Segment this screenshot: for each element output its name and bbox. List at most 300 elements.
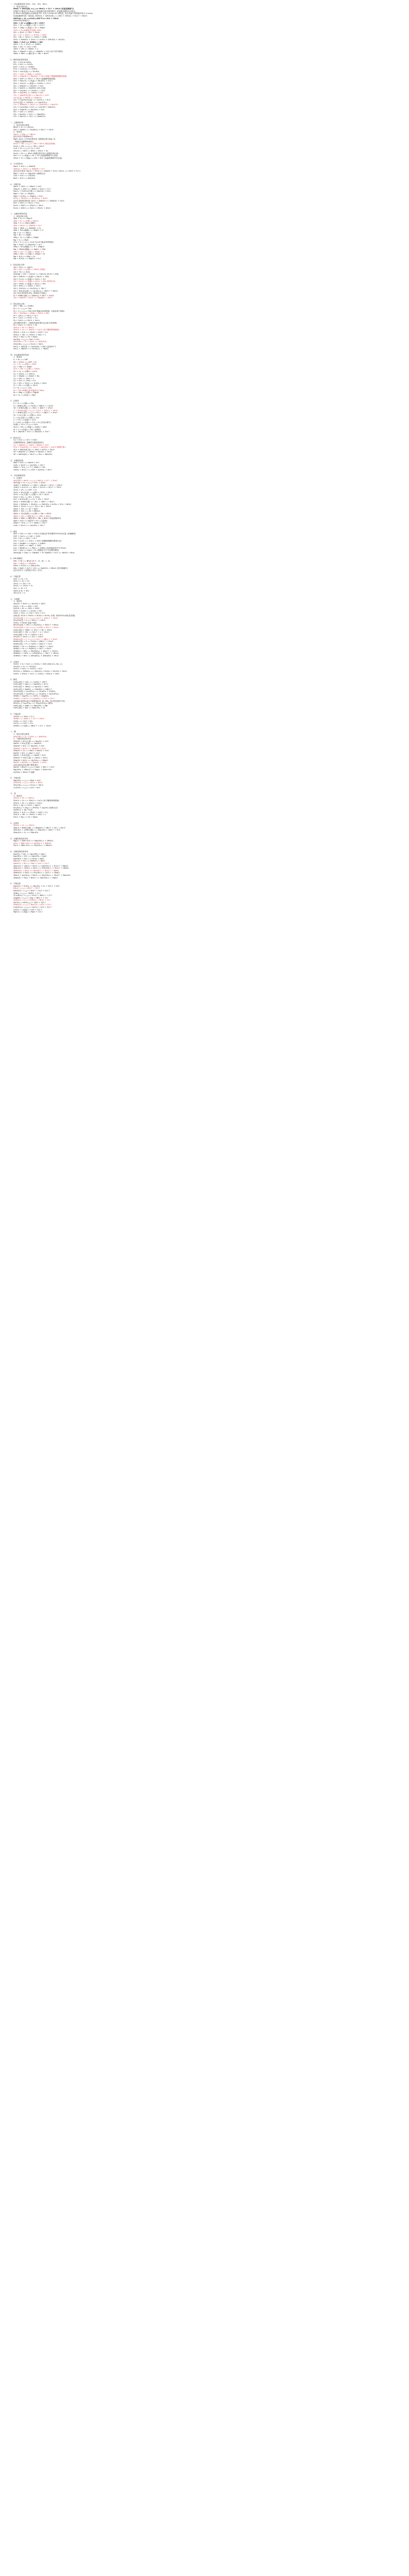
equation-line: Fe₂O₃ + 6HCl == 2FeCl₃ + 3H₂O — [13, 204, 43, 207]
equation-line: SiO₂ + Na₂CO₃ ==高温== Na₂SiO₃ + CO₂↑ — [13, 80, 53, 82]
equation-line: H₂S + H₂SO₄(浓) == S↓ + SO₂ + 2H₂O — [13, 498, 49, 501]
equation-line: NaOH + H₂S(足量) == NaHS + H₂O — [13, 754, 46, 757]
equation-line: SiO₂ + 3C ==高温== SiC + 2CO↑ — [13, 24, 45, 27]
equation-line: 30HNO₃ + 8Fe == 8Fe(NO₃)₃ + 3N₂O↑ + 15H₂O — [13, 650, 58, 652]
equation-line: 2、氧化性 — [13, 131, 22, 133]
equation-line: 2NH₃ ⇌ N₂ + 3H₂ — [13, 589, 29, 592]
equation-line: 2FeCl₃ + Fe == 3FeCl₂ — [13, 797, 35, 800]
section-subheading: 1、低价态的还原性 — [13, 733, 30, 736]
equation-line: 4HF + SiO₂ == SiF₄ + 2H₂O (可测定矿样或钢样中SiO₂的含量, 玻璃雕刻) — [13, 533, 76, 535]
equation-line: Cl₂ + 2NaBr == 2NaCl + Br₂ — [13, 375, 40, 378]
section-heading: 3、歧化反应 — [10, 436, 21, 439]
equation-line: Na₂CO₃ + HCl == NaHCO₃ + NaCl — [13, 860, 45, 862]
equation-line: 一般通过电解制Mg和Al。 — [13, 140, 35, 143]
section-heading: 2、酸性氧化物的性质 — [10, 59, 28, 61]
section-subheading: 1、氧化性 — [13, 794, 22, 797]
equation-line: NaOH + HCl == NaCl + H₂O — [13, 752, 40, 754]
equation-line: SO₂ + NaOH == NaHSO₃ (SO₂过量) — [13, 87, 46, 90]
equation-line: SiO₂ + CaCO₃ ==高温== CaSiO₃ + CO₂↑ — [13, 82, 52, 84]
equation-line: 5HNO₃(浓) + P == H₃PO₄ + 5NO₂↑ + H₂O — [13, 643, 52, 646]
equation-line: 2Mg + SiO₂ ==点燃== 2MgO + Si — [13, 253, 45, 256]
equation-line: F₂ + H₂ == 2HF — [13, 358, 28, 361]
section-spacer — [10, 299, 392, 303]
equation-line: S + H₂ ==△== H₂S — [13, 387, 32, 389]
equation-line: 2Mg + TiCl₄(熔融) == Ti + 2MgCl₂ — [13, 246, 45, 248]
equation-line: 3NaHCO₃ + FeCl₃ == Fe(OH)₃↓ + 3CO₂↑ + 3NaCl — [13, 872, 60, 874]
section-heading: 4、与酸性物质的作用 — [10, 851, 28, 853]
equation-line: SiO₂ + 2NaOH == Na₂SiO₃ + H₂O (常温下强碱缓慢腐蚀玻璃) — [13, 75, 67, 78]
section-spacer — [10, 595, 392, 598]
equation-line: CaH₂ + 2H₂O == Ca(OH)₂ + 2H₂↑ — [13, 464, 45, 466]
equation-line: 2Al + 2NaOH + 2H₂O == 2NaAlO₂ + 3H₂↑ — [13, 297, 53, 299]
equation-line: Fe₂O₃ + 3H₂ ==△== 2Fe + 3H₂O (制还原铁粉) — [13, 143, 56, 145]
equation-line: 2NH₃ + 3Cl₂ == N₂ + 6HCl — [13, 507, 38, 510]
equation-line: 2NH₃ + H₂SO₄ == (NH₄)₂SO₄ — [13, 565, 40, 567]
equation-line: H₂S + 2AgNO₃ == Ag₂S↓ + 2HNO₃ — [13, 542, 46, 545]
equation-line: H₂SO₃ + 2FeCl₃ + H₂O == H₂SO₄ + 2FeCl₂ + 2HCl — [13, 672, 59, 675]
equation-line: 2Al + Fe₂O₃ ==高温== Al₂O₃ + 2Fe (铝热反应) — [13, 280, 56, 283]
equation-line: 2Na + 2NH₃ == 2NaNH₂ + H₂ — [13, 227, 41, 229]
equation-line: Mg + Br₂ == MgBr₂ — [13, 234, 32, 236]
equation-line: 2H₂S + O₂(少量) ==点燃== 2S + 2H₂O — [13, 494, 49, 496]
equation-line: 2NaOH + SiO₂ == Na₂SiO₃ + H₂O — [13, 745, 45, 748]
equation-line: SO₂ + CaO == CaSO₃ — [13, 111, 34, 113]
equation-line: S + 6HNO₃(浓) == H₂SO₄ + 6NO₂↑ + 2H₂O — [13, 404, 54, 407]
equation-line: 2KClO₃ ==MnO₂,△== 2KCl + 3O₂↑ — [13, 901, 46, 904]
equation-line: SO₃ + H₂O == H₂SO₄ — [13, 63, 33, 66]
section-heading: 五、金属氢化物 — [10, 459, 24, 462]
section-spacer — [10, 55, 392, 59]
equation-line: 4NH₃ + 6NO ==催化剂== 5N₂ + 6H₂O (用氨清除NO) — [13, 517, 61, 520]
equation-line: Fe + SnCl₄ == FeCl₂ + SnCl₂ — [13, 319, 40, 322]
section-heading: 二、金属氧化物 — [10, 121, 24, 124]
equation-line: H₂SO₄(浓) + 2NaCl == Na₂SO₄ + 2HCl — [13, 685, 49, 688]
equation-line: SiO₂ + 2C ==高温== Si + 2CO↑ — [13, 22, 45, 24]
equation-line: SiO₂ + 2NaOH == Na₂SiO₃ + H₂O — [13, 108, 45, 111]
equation-line: 2NaOH + Al₂O₃ == 2NaAlO₂ + H₂O — [13, 747, 46, 750]
equation-line: 2F₂ + 2H₂O == 4HF + O₂ — [13, 361, 37, 363]
equation-line: NaOH + SO₂(足量) == NaHSO₃ — [13, 742, 42, 745]
equation-line: 30HNO₃ + 8Fe == 8Fe(NO₃)₃ + 3NH₄NO₃ + 9H₂O — [13, 655, 59, 657]
equation-line: FeCl₃ + 3NaOH == Fe(OH)₃↓ + 3NaCl — [13, 348, 49, 350]
equation-line: Fe₂(SO₄)₃ + 2Ag == 2FeSO₄ + Ag₂SO₄ (较难反应) — [13, 806, 58, 809]
equation-line: 3HClO + HI == HIO₃ + 3HCl — [13, 607, 40, 610]
equation-line: (Al, Fe在冷的浓H₂SO₄, 浓HNO₃中钝化) — [13, 292, 47, 295]
equation-line: Cl₂ + H₂O == HCl + HClO — [13, 439, 38, 442]
equation-line: CuO + H₂ ==△== Cu + H₂O — [13, 147, 40, 150]
equation-line: P₂O₅ + H₂O(冷) == 2HPO₃ — [13, 68, 38, 71]
equation-line: SO₂ + Ca(OH)₂ == CaSO₃↓ + H₂O — [13, 89, 45, 92]
equation-line: (此反应用于工业制备小苏打, 苏打) — [13, 569, 42, 572]
equation-line: 2Al + 6HCl == 2AlCl₃ + 3H₂↑ — [13, 285, 41, 287]
equation-line: 2Na + O₂ ==点燃== Na₂O₂ — [13, 219, 39, 222]
equation-line: NO₂ + SO₂ == SO₃ + NO — [13, 45, 37, 48]
equation-line: 14HCl + K₂Cr₂O₇ == 2KCl + 2CrCl₃ + 3Cl₂↑ + 7H₂O — [13, 486, 61, 489]
section-spacer — [10, 260, 392, 264]
equation-line: SO₂ + Na₂SO₃ + H₂O == 2NaHSO₃ — [13, 113, 45, 115]
equation-line: H₂SO₄(稀) + Fe == FeSO₄ + H₂↑ — [13, 633, 43, 636]
equation-line: 4Al + 3O₂ ==点燃== 2Al₂O₃ (纯氧) — [13, 268, 45, 271]
equation-line: CaCO₃ ==高温== CaO + CO₂↑ — [13, 908, 42, 911]
equation-line: NO₂ + 2NaOH + NO == 2NaNO₂ + H₂O (用于尾气吸收) — [13, 50, 63, 53]
equation-line: 2FeO + Si ==高温== 2Fe + SiO₂ (高温炼钢调节Si含量) — [13, 157, 62, 159]
equation-line: S + O₂ ==点燃== SO₂ — [13, 402, 34, 405]
equation-line: 2FeCl₂ + Cl₂ == 2FeCl₃ — [13, 824, 35, 827]
equation-line: NaH + H₂O == NaOH + H₂↑ (生氢剂) — [13, 519, 47, 522]
section-heading: 4、与酸作用 — [10, 183, 21, 185]
equation-line: 2HClO == 2HCl + O₂↑ — [13, 715, 35, 718]
equation-line: 2Na + 2H₂O == 2NaOH + H₂↑ — [13, 225, 42, 227]
equation-line: N₂ + 3Mg ==点燃== Mg₃N₂ — [13, 392, 39, 394]
equation-line: LiAlH₄ + 4H₂O == LiOH + Al(OH)₃ + 4H₂↑ — [13, 468, 53, 471]
equation-line: P₂O₅ + 3H₂O(热) == 2H₃PO₄ — [13, 71, 40, 73]
equation-line: Si + C ==高温== SiC (金刚砂) — [13, 428, 41, 431]
equation-line: MgO, Al₂O₃ 几乎没有氧化性, 很难被还原为Mg, Al — [13, 138, 55, 141]
equation-line: 4HNO₃ ==光照== 4NO₂↑ + O₂↑ + 2H₂O — [13, 724, 51, 727]
equation-line: Fe + S ==△== FeS (FeS 既能由单质制备, 又能由离子制备) — [13, 310, 65, 312]
equation-line: 6FeO + O₂ == 2Fe₃O₄ — [13, 126, 34, 129]
equation-line: NaOH + NH₄Cl ==△== NaCl + NH₃↑ + H₂O — [13, 766, 54, 769]
section-spacer — [10, 159, 392, 163]
equation-line: Ca(HCO₃)₂ ==△== CaCO₃ + H₂O + CO₂↑ — [13, 906, 52, 909]
equation-line: 6HNO₃(浓) + S == H₂SO₄ + 6NO₂↑ + 2H₂O — [13, 640, 54, 643]
equation-line: 2Na₂O₂ + 4HCl == 4NaCl + 2H₂O + O₂↑ — [13, 188, 51, 190]
section-heading: 一、非金属氧化物 (SiO₂、SO₂、SO₃、NO₂) — [10, 3, 47, 5]
section-heading: 4、不稳定性 — [10, 575, 21, 578]
equation-line: H₂SO₃ + H₂O₂ == H₂SO₄ + H₂O — [13, 668, 42, 670]
equation-line: HClO₃ + HI == HIO₃ + HCl — [13, 605, 38, 607]
section-heading: 3、与碱性物质的作用 — [10, 837, 28, 840]
section-heading: 2、铝及其化合物 — [10, 263, 25, 266]
equation-line: 2HNO₃ + CaCO₃ == Ca(NO₃)₂ + H₂O + CO₂↑ — [13, 697, 55, 700]
equation-line: H₂S == H₂ + S — [13, 587, 27, 589]
equation-line: O₂ + 2H₂ ==点燃== 2H₂O — [13, 384, 38, 387]
equation-line: 4Na + TiCl₄(熔融) == 4NaCl + Ti — [13, 229, 43, 232]
equation-line: 3NO₂ + H₂O == 2HNO₃ + NO — [13, 41, 43, 43]
equation-line: 2KMnO₄ ==△== K₂MnO₄ + MnO₂ + O₂↑ — [13, 899, 51, 902]
equation-line: MgO + H₂O == Mg(OH)₂ (缓慢反应) — [13, 172, 46, 175]
equation-line: 2NaOH + SO₂(少量) == Na₂SO₃ + H₂O — [13, 740, 49, 742]
section-heading: 3、不稳定性 — [10, 777, 21, 779]
equation-line: HClO + H₂SO₃ == H₂SO₄ + HCl — [13, 609, 42, 612]
equation-line: C + 4HNO₃(浓) ==△== CO₂↑ + 4NO₂↑ + 2H₂O — [13, 412, 58, 414]
equation-line: MgCO₃ ==高温== MgO + CO₂↑ — [13, 911, 43, 913]
equation-line: Fe + 2HCl == FeCl₂ + H₂↑ — [13, 314, 38, 317]
equation-line: 4HClO₃ + 3H₂S == 3H₂SO₄ + 4HCl — [13, 602, 45, 605]
equation-line: N₂ + 3H₂ ⇌(催化剂,高温高压) 2NH₃ — [13, 389, 44, 392]
equation-line: H₂S + HgCl₂ == HgS↓ + 2HCl — [13, 545, 42, 547]
equation-line: 用 MnO₂ 和浓盐酸反应制取氯气时, 若有 0.2mol HCl 被氧化, 则生成氯气的物质的量为 0.1mol。 — [13, 12, 94, 15]
equation-line: 2HF == H₂ + F₂ — [13, 578, 28, 580]
equation-line: Cl₂ + 2FeCl₂ == 2FeCl₃ — [13, 372, 35, 375]
equation-line: Al₂O₃ + 3H₂SO₄ == Al₂(SO₄)₃ + 3H₂O — [13, 197, 47, 200]
section-subheading: 1、低价态的还原性 — [13, 124, 30, 126]
section-spacer — [10, 819, 392, 822]
equation-line: 4NaH + TiCl₄ == Ti + 4NaCl + 2H₂↑ — [13, 522, 47, 524]
equation-line: Cl₂ + 2Na == 2NaCl — [13, 365, 32, 368]
equation-line: H₂S + Fe == FeS↓ + H₂↑ — [13, 537, 37, 540]
equation-line: 3NaAlO₂ + AlCl₃ + 6H₂O == 4Al(OH)₃↓ + 3NaCl — [13, 876, 58, 879]
equation-line: Cl₂ + 2KI == 2KCl + I₂ — [13, 377, 35, 380]
equation-line: Fe + CuCl₂ == FeCl₂ + Cu — [13, 317, 38, 319]
equation-line: 2Cu + S ==△== Cu₂S (Cu₂S只能由单质制备) — [13, 241, 54, 244]
equation-line: 3Cl₂ + 2Fe ==点燃== 2FeCl₃ — [13, 368, 40, 370]
equation-line: NaOH + Al(OH)₃ == NaAlO₂ + 2H₂O — [13, 761, 47, 764]
equation-line: H₂SO₄(浓) + NaCl == NaHSO₄ + HCl↑ — [13, 683, 48, 686]
equation-line: 3NaOH + AlCl₃ == Al(OH)₃↓ + 3NaCl — [13, 759, 48, 761]
section-spacer — [10, 709, 392, 713]
equation-line: Fe + SnCl₂ == FeCl₂ + Sn — [13, 324, 38, 327]
equation-line: NH₄Cl ==△== NH₃↑ + HCl↑ — [13, 887, 40, 890]
equation-line: 2FeCl₃ + 2KI == 2FeCl₂ + 2KCl + I₂ — [13, 814, 46, 816]
equation-line: H₃PO₄(浓) + NaI == NaH₂PO₄ + HI — [13, 707, 45, 709]
equation-line: 3H₂SO₄(浓) + Ca₃(PO₄)₂ == 3CaSO₄ + 2H₃PO₄ — [13, 690, 56, 693]
equation-line: 2Cl₂ + 2Ca(OH)₂ == CaCl₂ + Ca(ClO)₂ + 2H₂O (制漂白粉) — [13, 446, 66, 449]
equation-line: 4HCl(g) + O₂ ==CuCl₂,450℃== 2Cl₂ + 2H₂O — [13, 17, 59, 20]
equation-line: Mg + H₂SO₄ == MgSO₄ + H₂↑ — [13, 258, 42, 260]
equation-line: 2NH₃(液) + 2Na == 2NaNH₂ + H₂ (NaNH₂ + H₂O == NaOH + NH₃) — [13, 551, 75, 554]
equation-line: 2H₂SO₃ + O₂ == 2H₂SO₄ — [13, 665, 36, 668]
equation-line: MgO + SO₃ == MgSO₄ — [13, 192, 35, 195]
equation-line: H₂SO₄ + Fe(Al) 室温下钝化 — [13, 621, 37, 624]
section-spacer — [10, 209, 392, 213]
section-heading: 4、不稳定性 — [10, 713, 21, 715]
equation-line: C + H₂O ==高温== CO + H₂ (生成水煤气) — [13, 421, 51, 423]
equation-line: CO₂ + 2NaAlO₂ + 3H₂O == 2Al(OH)₃↓ + Na₂CO₃ — [13, 104, 58, 106]
equation-line: 5SO₂ + 2KMnO₄ + 2H₂O == K₂SO₄ + 2MnSO₄ + 2H₂SO₄ — [13, 38, 65, 41]
equation-line: FeO + C ==高温== Fe + CO (高温炼钢调节C含量) — [13, 155, 58, 157]
equation-line: 2Al(OH)₃ ==△== Al₂O₃ + 3H₂O — [13, 782, 43, 784]
equation-line: 2H₂O₂ == 2H₂O + O₂ — [13, 585, 33, 587]
equation-line: C + 2H₂SO₄(浓) ==△== CO₂↑ + 2SO₂↑ + 2H₂O — [13, 409, 58, 412]
equation-line: Mg + 2RbCl(熔融) == MgCl₂ + 2Rb — [13, 248, 46, 250]
equation-line: 2H₂S + 3O₂(足量) ==点燃== 2SO₂ + 2H₂O — [13, 491, 53, 494]
equation-line: 软锰矿(主要成分为 MnO₂)与浓盐酸共热可制得氯气, 若盐酸变稀则反应停止。 — [13, 10, 77, 12]
equation-line: Si(粗) + 2Cl₂ ==△== SiCl₄ — [13, 423, 38, 426]
section-heading: 3、铁及其化合物 — [10, 302, 25, 305]
equation-line: 2H₂SO₃ + 2H₂S == 3S↓ + 2H₂O — [13, 636, 43, 638]
equation-line: 2NaOH + H₂S(少量) == Na₂S + 2H₂O — [13, 757, 47, 759]
equation-line: 8NH₃ + 3Cl₂ == N₂ + 6NH₄Cl — [13, 510, 41, 513]
equation-line: 2KNO₃ ==△== 2KNO₂ + O₂↑ — [13, 892, 41, 894]
equation-line: 4Na + O₂ == 2Na₂O — [13, 217, 32, 220]
equation-line: Al(OH)₃ + NH₄Cl 不溶解 — [13, 771, 35, 773]
equation-line: 6H₂SO₄(浓) + 2Fe == Fe₂(SO₄)₃ + 3SO₂↑ + 6H₂O — [13, 624, 59, 626]
equation-line: MnO₂ + 4HCl(浓) ==△== MnCl₂ + Cl₂↑ + 2H₂O (实验室制氯气) — [13, 8, 74, 10]
equation-line: CaH₂ + 2H₂O == Ca(OH)₂ + 2H₂↑ — [13, 524, 45, 527]
equation-line: 3H₂S + 2HNO₃(稀) == 3S↓ + 2NO↑ + 4H₂O — [13, 501, 54, 503]
equation-line: Na₂O₂ + 2Na == 2Na₂O — [13, 133, 36, 135]
section-spacer — [10, 456, 392, 460]
equation-line: SiO₂ + 2Mg ==高温== Si + 2MgO — [13, 26, 45, 29]
equation-line: NaHCO₃ + HCl == NaCl + H₂O + CO₂↑ — [13, 862, 50, 865]
equation-line: Na₂O + H₂O == 2NaOH — [13, 165, 36, 167]
equation-line: C + O₂(足量) ==点燃== CO₂ — [13, 416, 40, 419]
equation-line: 2FeCl₃ + Zn == 2FeCl₂ + ZnCl₂ — [13, 802, 42, 804]
equation-line: C + CO₂ ==高温== 2CO — [13, 419, 36, 421]
equation-line: 16HCl + 2KMnO₄ == 2KCl + 2MnCl₂ + 5Cl₂↑ + 8H₂O — [13, 484, 62, 486]
equation-line: CO₂ + 2NaOH(过量) == Na₂CO₃ + H₂O — [13, 94, 49, 96]
section-subheading: 1、钠及其化合物 — [13, 215, 28, 217]
equation-line: 2CO₂(过量) + Ca(OH)₂ == Ca(HCO₃)₂ — [13, 101, 47, 104]
equation-line: SiO₂ + CaO ==高温== CaSiO₃ — [13, 73, 42, 75]
equation-line: Na₂S₂O₃ + H₂SO₄ == Na₂SO₄ + S↓ + SO₂↑ + H₂O — [13, 885, 60, 887]
equation-line: (AlCl₃和Al(OH)₃哪个酸性强?) — [13, 764, 38, 766]
section-spacer — [10, 527, 392, 531]
section-subheading: 1、氧化性 — [13, 600, 22, 603]
equation-line: BaO + H₂O == Ba(OH)₂ — [13, 177, 36, 179]
equation-line: NH₃ + HNO₃ == NH₄NO₃ — [13, 562, 36, 565]
equation-line: 3S + 6NaOH == 2Na₂S + Na₂SO₃ + 3H₂O — [13, 451, 52, 453]
equation-line: FeO + 4HNO₃ == Fe(NO₃)₃ + NO₂↑ + 2H₂O — [13, 128, 54, 131]
equation-line: 4H₃PO₄ + Ca₃(PO₄)₂ == 3Ca(H₂PO₄)₂ (重钙) — [13, 702, 53, 705]
equation-line: SO₃ + Ca(OH)₂ == CaSO₄ + H₂O — [13, 92, 44, 94]
equation-line: 2Cu(NO₃)₂ ==△== 2CuO + 4NO₂↑ + O₂↑ — [13, 894, 53, 897]
equation-line: 2、与酸性物质的作用 — [13, 738, 31, 740]
equation-line: 2FeCl₃ + Cu == 2FeCl₂ + CuCl₂ (用于雕刻铜线路版) — [13, 329, 59, 331]
equation-line: H₂SO₄(浓) + NaNO₃ == NaHSO₄ + HNO₃↑ — [13, 688, 52, 690]
equation-line: SO₂ + 2NaOH == Na₂SO₃ + H₂O — [13, 84, 44, 87]
equation-line: 2NO₂ + 2KI == 2KNO₂ + I₂ — [13, 48, 38, 50]
section-heading: 2、还原性 — [10, 400, 19, 402]
equation-line: 2HI ⇌ H₂ + I₂ — [13, 592, 26, 595]
equation-line: 3Na₂S + Al₂(SO₄)₃ + 6H₂O == 2Al(OH)₃↓ + 3H₂S↑ + 3Na₂SO₄ — [13, 874, 71, 876]
equation-line: 4Al(Hg) + 3O₂ + 2xH₂O == 2(Al₂O₃·xH₂O) + 4Hg — [13, 273, 59, 276]
equation-line: MgO + H₂SO₄ == MgSO₄ + H₂O — [13, 195, 43, 197]
equation-line: H₂SO₄(浓) + CaF₂ == CaSO₄ + 2HF↑ — [13, 681, 47, 683]
section-heading: 2、还原性 — [10, 660, 19, 663]
equation-line: N₂O₅ + H₂O == 2HNO₃ — [13, 65, 35, 68]
equation-line: 2Al + Cr₂O₃ ==高温== Al₂O₃ + 2Cr — [13, 278, 46, 280]
equation-line: Na₂O₂ + H₂SO₄(冷,稀) == Na₂SO₄ + H₂O₂ — [13, 190, 51, 193]
equation-line: 2Fe + 3Br₂ == 2FeBr₃ — [13, 305, 34, 308]
equation-line: FeCl₃ + Ag == FeCl₂ + AgCl↓ — [13, 804, 41, 807]
section-spacer — [10, 773, 392, 777]
equation-line: AlCl₃ + 3NH₃·H₂O == Al(OH)₃↓ + 3NH₄Cl — [13, 842, 52, 844]
equation-line: SO₂ + 2H₂S == 3S↓ + 2H₂O — [13, 31, 40, 34]
section-heading: 3、NH₃的碱性 — [10, 557, 23, 560]
equation-line: SiCl₄ + 2H₂ ==高温== Si(纯) + 4HCl — [13, 426, 47, 428]
section-spacer — [10, 834, 392, 838]
equation-line: Mg + 2H₂O == Mg(OH)₂ + H₂↑ — [13, 243, 42, 246]
equation-line: FeCl₃ + 3KSCN == Fe(SCN)₃ + 3KCl (检验Fe³⁺) — [13, 345, 56, 348]
equation-line: 2H₂SO₄(浓) + S == 3SO₂↑ + 2H₂O — [13, 619, 45, 622]
equation-line: Fe(OH)₂ ==△== FeO + H₂O — [13, 338, 40, 341]
equation-line: Mg(OH)₂ + 2NH₄Cl == MgCl₂ + 2NH₃·H₂O — [13, 768, 52, 771]
equation-line: CO₂(过量) + NaOH == NaHCO₃ — [13, 96, 42, 99]
equation-line: 4NaH + TiCl₄ == Ti + 4NaCl + 2H₂ — [13, 466, 46, 469]
equation-line: SO₂ + Br₂ + 2H₂O == H₂SO₄ + 2HBr — [13, 36, 47, 39]
equation-line: H₂CO₃ == H₂O + CO₂ — [13, 722, 34, 725]
equation-line: Na₂O + 2HCl == 2NaCl + H₂O — [13, 185, 42, 188]
equation-line: Mg(OH)₂ ==△== MgO + H₂O — [13, 779, 41, 782]
equation-line: 4HNO₃ + Fe == Fe(NO₃)₃ + NO↑ + 2H₂O — [13, 648, 52, 650]
equation-line: Fe + I₂ ==△== FeI₂ — [13, 308, 32, 310]
equation-line: 2H₂O == 2H₂ + O₂ — [13, 582, 31, 585]
equation-line: 3Na₂CO₃ + 2FeCl₃ + 3H₂O == 2Fe(OH)₃↓ + 3CO₂↑ + 6NaCl — [13, 867, 69, 870]
equation-line: NH₄HCO₃ ==△== NH₃↑ + H₂O + CO₂↑ — [13, 889, 50, 892]
equation-line: Fe₃O₄ + 4H₂ ==△== 3Fe + 4H₂O — [13, 145, 44, 147]
equation-line: 2Al + 3H₂SO₄ == Al₂(SO₄)₃ + 3H₂↑ — [13, 287, 46, 290]
equation-line: 2H₂S + SO₂ == 3S↓ + 2H₂O — [13, 496, 40, 498]
equation-line: 4NH₃ + 3O₂(纯氧) ==点燃== 2N₂ + 6H₂O — [13, 512, 52, 515]
equation-line: SO₂ + H₂O ⇌ H₂SO₃ — [13, 61, 31, 63]
equation-line: 2H₂O + 2F₂ == 4HF + O₂ — [13, 489, 37, 492]
equation-line: 2Al + 3Cl₂ == 2AlCl₃ — [13, 266, 33, 268]
section-spacer — [10, 350, 392, 354]
equation-line: (氧化性: HClO > HClO₂ > HClO₃ > HClO₄, 但浓, 热的HClO₄氧化性很强) — [13, 614, 75, 617]
equation-line: Cl₂ + H₂S == 2HCl + S↓ — [13, 380, 37, 382]
equation-line: 2AgNO₃ ==△== 2Ag + 2NO₂↑ + O₂↑ — [13, 896, 49, 899]
equation-line: 2Fe(OH)₃ ==△== Fe₂O₃ + 3H₂O — [13, 784, 43, 786]
equation-line: H₂SO₃ == H₂O + SO₂ — [13, 720, 33, 722]
equation-line: NaH + H₂O == NaOH + H₂↑ — [13, 462, 40, 464]
equation-line: 2Al + 6H₂SO₄(浓) == Al₂(SO₄)₃ + 3SO₂↑ + 6H₂O — [13, 290, 58, 292]
equation-line: 2NaOH + Cl₂ == NaCl + NaClO + H₂O — [13, 750, 49, 752]
equation-line: H₂S + CuCl₂ == CuS↓ + 2HCl (弱酸制强酸的典型反应) — [13, 539, 62, 542]
equation-line: 2FeCl₃ + Fe == 3FeCl₂ — [13, 326, 35, 329]
section-spacer — [10, 396, 392, 400]
equation-line: Mg + Cl₂ == MgCl₂ — [13, 231, 31, 234]
equation-line: Fe(NO₃)₃ + Ag 不反应 — [13, 809, 33, 811]
equation-line: Fe₃O₄ + 8HCl == FeCl₂ + 2FeCl₃ + 4H₂O — [13, 207, 51, 209]
equation-line: 2NaHCO₃ ==△== Na₂CO₃ + H₂O + CO₂↑ — [13, 904, 52, 906]
equation-line: 4Al + 3MnO₂ ==高温== 2Al₂O₃ + 3Mn — [13, 275, 49, 278]
equation-line: 2Na₂O₂ + 2H₂O == 4NaOH + O₂↑ — [13, 167, 45, 170]
section-heading: 四、非金属单质的性质 — [10, 353, 29, 356]
equation-line: H₂S + 2Ag == Ag₂S + H₂ (银器在空气中变黑的原因) — [13, 549, 59, 552]
equation-line: 2FeCl₃ + H₂S == 2FeCl₂ + 2HCl + S↓ — [13, 811, 48, 814]
section-heading: 七、含氧酸 — [10, 598, 20, 600]
equation-line: Na₂HPO₄ + HCl == NaH₂PO₄ + NaCl — [13, 855, 47, 858]
equation-line: 4HNO₃(浓) + C ==△== CO₂↑ + 4NO₂↑ + 2H₂O — [13, 638, 58, 640]
equation-line: 2FeCl₃ + 2KI == 2FeCl₂ + 2KCl + I₂ — [13, 333, 46, 336]
equation-line: 2H₂SO₄(浓) + C ==△== CO₂↑ + 2SO₂↑ + 2H₂O — [13, 617, 58, 619]
section-heading: 3、酸性 — [10, 679, 18, 681]
equation-line: 3NaHCO₃ + AlCl₃ == Al(OH)₃↓ + 3CO₂↑ + 3NaCl — [13, 869, 59, 872]
equation-line: 用高锰酸钾代替二氧化锰: 2KMnO₄ + 16HCl(浓) == 2KCl + 2MnCl₂ + 5Cl₂↑ + 8H₂O — [13, 14, 87, 17]
section-spacer — [10, 180, 392, 183]
equation-line: CO₂ + C₆H₅ONa + H₂O == C₆H₅OH + NaHCO₃ — [13, 106, 56, 108]
equation-line: 2Mg + O₂ ==点燃== 2MgO — [13, 236, 39, 239]
equation-line: (加酸抑制歧化, 加碱或光照促进歧化) — [13, 441, 44, 444]
section-subheading: 1、氧化还原反应 — [13, 5, 28, 8]
equation-line: 4NH₃ + 6NO ==催化剂== 5N₂ + 6H₂O — [13, 53, 49, 55]
equation-line: 4Fe(OH)₂ + O₂ + 2H₂O == 4Fe(OH)₃ — [13, 735, 47, 738]
section-heading: 三、金属单质的性质 — [10, 213, 27, 215]
section-heading: 3、与水的作用 — [10, 163, 23, 165]
equation-line: 4NO₂ + O₂ + 2H₂O == 4HNO₃ — [13, 43, 41, 46]
equation-line: H₂SO₄(浓) + 2HI == SO₂↑ + I₂ + 2H₂O — [13, 631, 49, 634]
equation-line: 2Na₂SO₃ + O₂ == 2Na₂SO₄ — [13, 832, 39, 834]
equation-line: NH₃ + NaCl + H₂O + CO₂ == NaHCO₃ + NH₄Cl (侯氏制碱法) — [13, 567, 68, 569]
equation-line: 3Na₂S + 8HNO₃(稀) == 6NaNO₃ + 2NO↑ + 3S↓ + 4H₂O — [13, 826, 66, 829]
section-spacer — [10, 572, 392, 575]
equation-line: 2NH₃ + 3CuO ==△== 3Cu + N₂ + 3H₂O — [13, 505, 51, 508]
equation-line: (Deacon法制氯气) — [13, 20, 29, 22]
equation-line: 2FeCl₃ + H₂S == 2FeCl₂ + 2HCl + S↓ — [13, 331, 48, 333]
section-spacer — [10, 913, 392, 917]
equation-line: 3HNO₃ + Ag₃PO₄ == H₃PO₄ + 3AgNO₃ — [13, 695, 49, 698]
equation-line: 36HNO₃ + 10Fe == 10Fe(NO₃)₃ + 3N₂↑ + 18H₂O — [13, 652, 59, 655]
equation-line: 3S + 4HNO₃(稀) == 3SO₂ + 4NO↑ + 2H₂O — [13, 407, 53, 410]
section-spacer — [10, 657, 392, 661]
section-spacer — [10, 118, 392, 122]
equation-line: Cl₂ + 2NaOH == NaCl + NaClO + H₂O — [13, 444, 49, 446]
equation-line: NaH₂PO₄ + HCl == H₃PO₄ + NaCl — [13, 857, 44, 860]
equation-line: NH₃ + HX == NH₄X (X: F、Cl、Br、I、S) — [13, 560, 50, 563]
equation-line: Cl₂ + Cu ==点燃== CuCl₂ — [13, 370, 38, 372]
